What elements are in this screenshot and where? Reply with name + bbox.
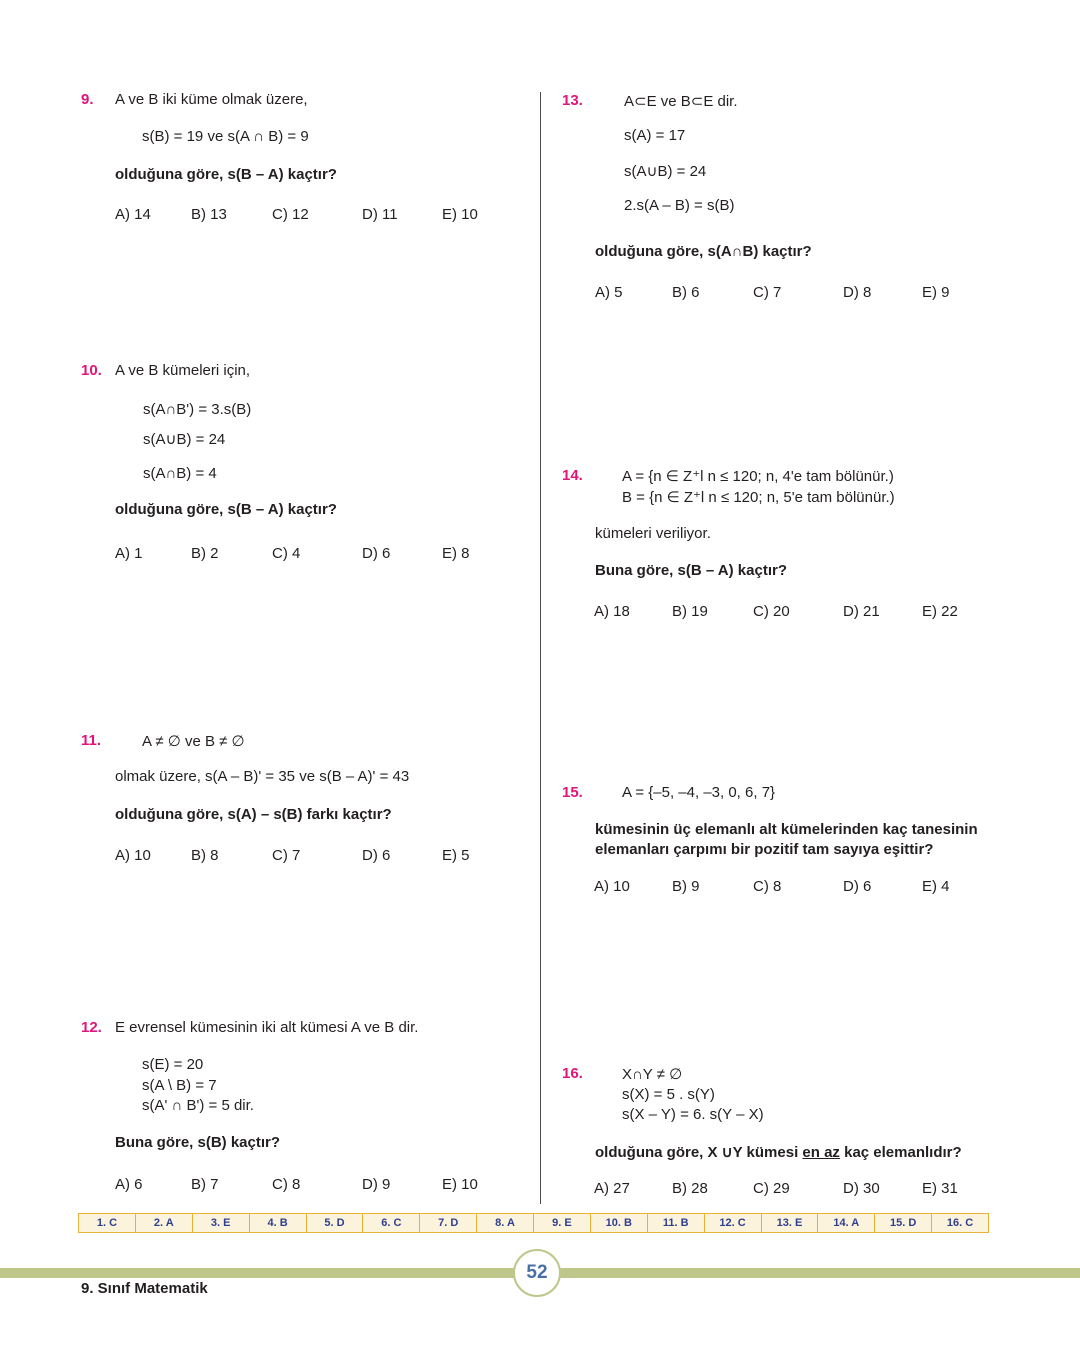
question-given: s(A) = 17 (624, 127, 686, 144)
option-a[interactable]: A) 5 (595, 284, 623, 301)
question-text: kümesinin üç elemanlı alt kümelerinden kaç tanesinin (595, 821, 978, 838)
answer-key-item: 6. C (363, 1214, 420, 1232)
question-number: 11. (81, 732, 102, 749)
question-intro: E evrensel kümesinin iki alt kümesi A ve B dir. (115, 1019, 419, 1036)
option-a[interactable]: A) 14 (115, 206, 151, 223)
question-given: B = {n ∈ Z⁺l n ≤ 120; n, 5'e tam bölünür.) (622, 489, 895, 506)
option-e[interactable]: E) 31 (922, 1180, 958, 1197)
option-d[interactable]: D) 8 (843, 284, 872, 301)
question-given: A = {n ∈ Z⁺l n ≤ 120; n, 4'e tam bölünür.) (622, 468, 894, 485)
option-c[interactable]: C) 8 (272, 1176, 301, 1193)
option-d[interactable]: D) 6 (362, 847, 391, 864)
question-intro: olmak üzere, s(A – B)' = 35 ve s(B – A)' = 43 (115, 768, 410, 785)
question-given: s(X – Y) = 6. s(Y – X) (622, 1106, 764, 1123)
option-b[interactable]: B) 13 (191, 206, 227, 223)
answer-key-item: 15. D (875, 1214, 932, 1232)
question-given: A ≠ ∅ ve B ≠ ∅ (142, 733, 245, 750)
option-e[interactable]: E) 9 (922, 284, 950, 301)
question-given: A⊂E ve B⊂E dir. (624, 93, 738, 110)
option-e[interactable]: E) 22 (922, 603, 958, 620)
option-c[interactable]: C) 29 (753, 1180, 790, 1197)
option-d[interactable]: D) 6 (843, 878, 872, 895)
question-number: 9. (81, 91, 94, 108)
option-e[interactable]: E) 4 (922, 878, 950, 895)
question-given: X∩Y ≠ ∅ (622, 1066, 683, 1083)
question-intro: kümeleri veriliyor. (595, 525, 711, 542)
question-text-pre: olduğuna göre, X ∪Y kümesi (595, 1144, 803, 1161)
question-given: s(E) = 20 (142, 1056, 204, 1073)
question-text: olduğuna göre, s(B – A) kaçtır? (115, 501, 337, 518)
option-c[interactable]: C) 4 (272, 545, 301, 562)
option-b[interactable]: B) 7 (191, 1176, 219, 1193)
question-text: elemanları çarpımı bir pozitif tam sayıya eşittir? (595, 841, 934, 858)
answer-key-item: 16. C (946, 1217, 974, 1229)
option-d[interactable]: D) 30 (843, 1180, 880, 1197)
question-text-underlined: en az (802, 1144, 840, 1161)
option-a[interactable]: A) 1 (115, 545, 143, 562)
question-given: s(A∩B') = 3.s(B) (143, 401, 252, 418)
question-text-post: kaç elemanlıdır? (839, 1144, 962, 1161)
option-b[interactable]: B) 19 (672, 603, 708, 620)
question-given: s(A∩B) = 4 (143, 465, 217, 482)
option-c[interactable]: C) 7 (272, 847, 301, 864)
question-number: 16. (562, 1065, 583, 1082)
question-number: 15. (562, 784, 583, 801)
question-given: s(A' ∩ B') = 5 dir. (142, 1097, 254, 1114)
answer-key-item: 9. E (534, 1214, 591, 1232)
option-e[interactable]: E) 5 (442, 847, 470, 864)
question-intro: A ve B kümeleri için, (115, 362, 251, 379)
option-b[interactable]: B) 6 (672, 284, 700, 301)
option-c[interactable]: C) 8 (753, 878, 782, 895)
option-d[interactable]: D) 9 (362, 1176, 391, 1193)
option-c[interactable]: C) 20 (753, 603, 790, 620)
question-number: 13. (562, 92, 583, 109)
answer-key-item: 3. E (193, 1214, 250, 1232)
option-b[interactable]: B) 8 (191, 847, 219, 864)
footer-title: 9. Sınıf Matematik (81, 1280, 208, 1297)
answer-key-item: 4. B (250, 1214, 307, 1232)
page-number: 52 (513, 1249, 561, 1297)
question-number: 14. (562, 467, 583, 484)
option-a[interactable]: A) 10 (594, 878, 630, 895)
column-divider (540, 92, 541, 1204)
option-e[interactable]: E) 10 (442, 1176, 478, 1193)
option-e[interactable]: E) 10 (442, 206, 478, 223)
option-d[interactable]: D) 11 (362, 206, 398, 223)
question-given: s(A \ B) = 7 (142, 1077, 217, 1094)
option-d[interactable]: D) 21 (843, 603, 880, 620)
option-b[interactable]: B) 28 (672, 1180, 708, 1197)
question-given: s(A∪B) = 24 (143, 431, 226, 448)
question-given: s(A∪B) = 24 (624, 163, 707, 180)
question-given: s(B) = 19 ve s(A ∩ B) = 9 (142, 128, 309, 145)
question-given: s(X) = 5 . s(Y) (622, 1086, 715, 1103)
question-given: A = {–5, –4, –3, 0, 6, 7} (622, 784, 776, 801)
option-a[interactable]: A) 27 (594, 1180, 630, 1197)
question-number: 12. (81, 1019, 102, 1036)
answer-key-item: 11. B (648, 1214, 705, 1232)
question-text: Buna göre, s(B) kaçtır? (115, 1134, 281, 1151)
option-b[interactable]: B) 9 (672, 878, 700, 895)
option-c[interactable]: C) 12 (272, 206, 309, 223)
question-text: Buna göre, s(B – A) kaçtır? (595, 562, 787, 579)
option-c[interactable]: C) 7 (753, 284, 782, 301)
answer-key-item: 10. B (591, 1214, 648, 1232)
answer-key-item: 2. A (136, 1214, 193, 1232)
answer-key (78, 1213, 989, 1233)
option-b[interactable]: B) 2 (191, 545, 219, 562)
answer-key-item: 1. C (79, 1214, 136, 1232)
question-given: 2.s(A – B) = s(B) (624, 197, 735, 214)
question-text: olduğuna göre, s(A∩B) kaçtır? (595, 243, 812, 260)
answer-key-item: 7. D (420, 1214, 477, 1232)
question-text (595, 1143, 962, 1161)
question-intro: A ve B iki küme olmak üzere, (115, 91, 308, 108)
question-text: olduğuna göre, s(A) – s(B) farkı kaçtır? (115, 806, 392, 823)
answer-key-item: 8. A (477, 1214, 534, 1232)
option-a[interactable]: A) 10 (115, 847, 151, 864)
option-d[interactable]: D) 6 (362, 545, 391, 562)
option-e[interactable]: E) 8 (442, 545, 470, 562)
answer-key-item: 5. D (307, 1214, 364, 1232)
answer-key-item: 13. E (762, 1214, 819, 1232)
answer-key-item: 12. C (705, 1214, 762, 1232)
question-text: olduğuna göre, s(B – A) kaçtır? (115, 166, 337, 183)
option-a[interactable]: A) 6 (115, 1176, 143, 1193)
question-number: 10. (81, 362, 102, 379)
option-a[interactable]: A) 18 (594, 603, 630, 620)
answer-key-item: 14. A (818, 1214, 875, 1232)
